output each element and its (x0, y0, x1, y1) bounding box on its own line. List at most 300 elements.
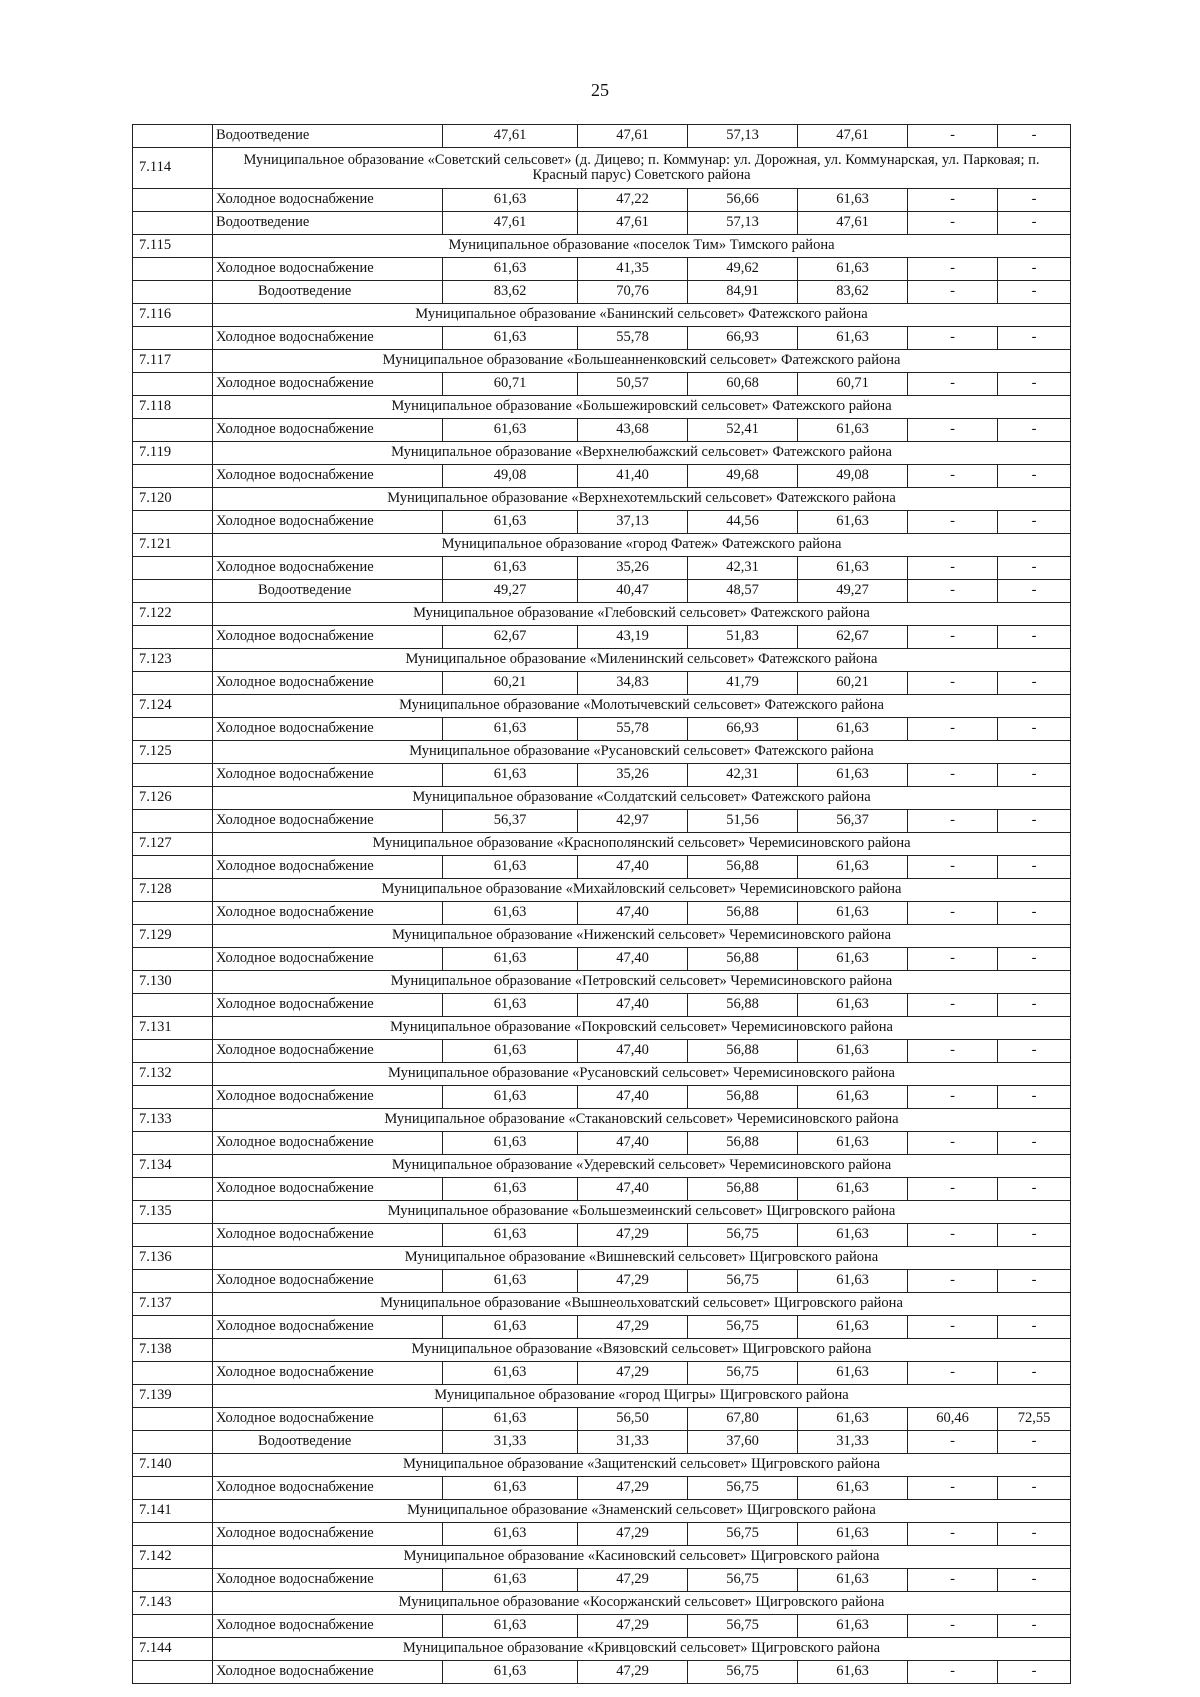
service-name: Холодное водоснабжение (213, 327, 443, 350)
row-code-cell (133, 1569, 213, 1592)
row-code-cell (133, 856, 213, 879)
tariff-value: 61,63 (443, 419, 578, 442)
tariff-value: - (998, 189, 1071, 212)
tariff-value: - (908, 580, 998, 603)
tariff-value: 49,08 (443, 465, 578, 488)
tariff-value: 61,63 (443, 1569, 578, 1592)
tariff-value: 70,76 (578, 281, 688, 304)
tariff-value: 56,75 (688, 1661, 798, 1684)
municipality-header-row (133, 925, 1071, 948)
service-name: Водоотведение (213, 1431, 443, 1454)
tariff-value: 55,78 (578, 718, 688, 741)
tariff-value: 47,61 (578, 125, 688, 148)
tariff-value: 61,63 (443, 948, 578, 971)
service-name: Холодное водоснабжение (213, 419, 443, 442)
tariff-value: - (908, 1270, 998, 1293)
tariff-value: 51,56 (688, 810, 798, 833)
tariff-value: 61,63 (443, 189, 578, 212)
municipality-header-row (133, 1017, 1071, 1040)
municipality-title: Муниципальное образование «город Щигры» Щигровского района (213, 1385, 1071, 1408)
tariff-value: 61,63 (443, 1615, 578, 1638)
tariff-value: 47,29 (578, 1316, 688, 1339)
municipality-code: 7.116 (133, 304, 213, 327)
service-row (133, 994, 1071, 1017)
tariff-value: 66,93 (688, 718, 798, 741)
service-name: Холодное водоснабжение (213, 948, 443, 971)
tariff-value: 56,75 (688, 1523, 798, 1546)
service-name: Холодное водоснабжение (213, 1408, 443, 1431)
tariff-value: 61,63 (443, 994, 578, 1017)
service-name: Холодное водоснабжение (213, 810, 443, 833)
tariff-value: 61,63 (798, 327, 908, 350)
service-row (133, 1661, 1071, 1684)
tariff-value: 47,22 (578, 189, 688, 212)
tariff-value: 47,40 (578, 856, 688, 879)
tariff-value: 61,63 (443, 258, 578, 281)
municipality-code: 7.118 (133, 396, 213, 419)
municipality-title: Муниципальное образование «Ниженский сельсовет» Черемисиновского района (213, 925, 1071, 948)
municipality-code: 7.126 (133, 787, 213, 810)
row-code-cell (133, 764, 213, 787)
service-name: Холодное водоснабжение (213, 1178, 443, 1201)
tariff-value: 61,63 (443, 856, 578, 879)
municipality-title: Муниципальное образование «Советский сельсовет» (д. Дицево; п. Коммунар: ул. Дорожная, ул. Коммунарская, ул. Парковая; п. Красный парус) Советского района (213, 148, 1071, 189)
municipality-code: 7.131 (133, 1017, 213, 1040)
row-code-cell (133, 1178, 213, 1201)
tariff-value: - (998, 1362, 1071, 1385)
tariff-value: 47,61 (443, 212, 578, 235)
tariff-value: 56,50 (578, 1408, 688, 1431)
tariff-value: 41,79 (688, 672, 798, 695)
municipality-code: 7.119 (133, 442, 213, 465)
tariff-value: 61,63 (443, 1523, 578, 1546)
municipality-title: Муниципальное образование «Защитенский сельсовет» Щигровского района (213, 1454, 1071, 1477)
tariff-value: - (908, 672, 998, 695)
service-row (133, 281, 1071, 304)
municipality-code: 7.140 (133, 1454, 213, 1477)
tariff-value: 61,63 (798, 1569, 908, 1592)
tariff-value: - (908, 557, 998, 580)
tariff-value: 56,88 (688, 1132, 798, 1155)
row-code-cell (133, 1040, 213, 1063)
tariff-value: 44,56 (688, 511, 798, 534)
tariff-value: - (998, 1477, 1071, 1500)
row-code-cell (133, 373, 213, 396)
row-code-cell (133, 212, 213, 235)
municipality-title: Муниципальное образование «Молотычевский сельсовет» Фатежского района (213, 695, 1071, 718)
tariff-value: 41,35 (578, 258, 688, 281)
tariff-value: - (908, 419, 998, 442)
tariff-value: 35,26 (578, 557, 688, 580)
tariff-value: 42,31 (688, 764, 798, 787)
tariff-value: - (998, 764, 1071, 787)
row-code-cell (133, 626, 213, 649)
tariff-value: - (998, 258, 1071, 281)
service-name: Холодное водоснабжение (213, 994, 443, 1017)
municipality-header-row (133, 1454, 1071, 1477)
service-row (133, 189, 1071, 212)
row-code-cell (133, 258, 213, 281)
row-code-cell (133, 1316, 213, 1339)
tariff-value: - (908, 465, 998, 488)
service-row (133, 212, 1071, 235)
service-row (133, 810, 1071, 833)
row-code-cell (133, 281, 213, 304)
municipality-title: Муниципальное образование «Вязовский сельсовет» Щигровского района (213, 1339, 1071, 1362)
service-row (133, 902, 1071, 925)
row-code-cell (133, 1224, 213, 1247)
tariff-value: 61,63 (443, 1477, 578, 1500)
tariff-value: 61,63 (443, 327, 578, 350)
tariff-value: 42,97 (578, 810, 688, 833)
municipality-header-row (133, 971, 1071, 994)
service-name: Холодное водоснабжение (213, 258, 443, 281)
service-name: Холодное водоснабжение (213, 1569, 443, 1592)
service-row (133, 1086, 1071, 1109)
tariff-value: 56,37 (443, 810, 578, 833)
tariff-value: 52,41 (688, 419, 798, 442)
tariff-value: - (998, 672, 1071, 695)
service-row (133, 327, 1071, 350)
tariff-value: 56,88 (688, 994, 798, 1017)
municipality-title: Муниципальное образование «Петровский сельсовет» Черемисиновского района (213, 971, 1071, 994)
tariff-value: - (998, 1523, 1071, 1546)
tariff-value: 61,63 (798, 1132, 908, 1155)
tariff-value: - (998, 948, 1071, 971)
tariff-value: 61,63 (443, 1132, 578, 1155)
tariff-value: 61,63 (443, 718, 578, 741)
row-code-cell (133, 994, 213, 1017)
service-row (133, 1270, 1071, 1293)
tariff-value: 49,68 (688, 465, 798, 488)
tariff-value: 56,75 (688, 1477, 798, 1500)
service-name: Холодное водоснабжение (213, 1040, 443, 1063)
municipality-header-row (133, 235, 1071, 258)
tariff-value: 61,63 (443, 1362, 578, 1385)
tariff-value: 49,08 (798, 465, 908, 488)
tariff-value: - (908, 281, 998, 304)
tariff-value: 61,63 (798, 511, 908, 534)
service-row (133, 856, 1071, 879)
service-name: Холодное водоснабжение (213, 764, 443, 787)
municipality-code: 7.117 (133, 350, 213, 373)
municipality-code: 7.125 (133, 741, 213, 764)
tariff-value: 56,75 (688, 1270, 798, 1293)
service-name: Холодное водоснабжение (213, 1477, 443, 1500)
tariff-value: 47,29 (578, 1362, 688, 1385)
service-row (133, 1569, 1071, 1592)
tariff-value: - (998, 281, 1071, 304)
tariff-value: 66,93 (688, 327, 798, 350)
row-code-cell (133, 125, 213, 148)
service-row (133, 1615, 1071, 1638)
tariff-value: 62,67 (798, 626, 908, 649)
municipality-header-row (133, 1638, 1071, 1661)
row-code-cell (133, 1408, 213, 1431)
tariff-value: 47,40 (578, 994, 688, 1017)
tariff-value: 56,75 (688, 1224, 798, 1247)
municipality-title: Муниципальное образование «Русановский сельсовет» Фатежского района (213, 741, 1071, 764)
tariff-value: 47,40 (578, 1040, 688, 1063)
tariff-value: - (908, 511, 998, 534)
tariff-value: - (998, 1270, 1071, 1293)
tariff-value: - (998, 212, 1071, 235)
tariff-value: 61,63 (443, 1224, 578, 1247)
service-row (133, 125, 1071, 148)
municipality-header-row (133, 695, 1071, 718)
tariff-value: 47,29 (578, 1477, 688, 1500)
service-name: Холодное водоснабжение (213, 1615, 443, 1638)
tariff-value: 56,88 (688, 1178, 798, 1201)
tariff-value: 60,21 (443, 672, 578, 695)
municipality-code: 7.127 (133, 833, 213, 856)
tariff-value: 43,19 (578, 626, 688, 649)
page-number: 25 (591, 80, 609, 100)
tariff-value: 72,55 (998, 1408, 1071, 1431)
service-row (133, 580, 1071, 603)
municipality-code: 7.132 (133, 1063, 213, 1086)
tariff-value: - (998, 1224, 1071, 1247)
municipality-title: Муниципальное образование «город Фатеж» Фатежского района (213, 534, 1071, 557)
service-row (133, 948, 1071, 971)
municipality-title: Муниципальное образование «Стакановский сельсовет» Черемисиновского района (213, 1109, 1071, 1132)
municipality-header-row (133, 833, 1071, 856)
service-row (133, 1040, 1071, 1063)
municipality-code: 7.114 (133, 148, 213, 189)
municipality-title: Муниципальное образование «Косоржанский сельсовет» Щигровского района (213, 1592, 1071, 1615)
row-code-cell (133, 1362, 213, 1385)
tariff-value: - (908, 1615, 998, 1638)
tariff-value: - (998, 1569, 1071, 1592)
tariff-value: 61,63 (798, 902, 908, 925)
tariff-value: 61,63 (798, 1270, 908, 1293)
tariff-value: 83,62 (443, 281, 578, 304)
tariff-value: - (908, 327, 998, 350)
service-row (133, 1224, 1071, 1247)
tariff-value: - (908, 189, 998, 212)
municipality-header-row (133, 148, 1071, 189)
municipality-title: Муниципальное образование «Банинский сельсовет» Фатежского района (213, 304, 1071, 327)
service-name: Холодное водоснабжение (213, 557, 443, 580)
tariff-value: 56,88 (688, 856, 798, 879)
tariff-value: 56,75 (688, 1316, 798, 1339)
tariff-value: 56,88 (688, 902, 798, 925)
tariff-value: 47,29 (578, 1661, 688, 1684)
tariff-value: 83,62 (798, 281, 908, 304)
tariff-value: 67,80 (688, 1408, 798, 1431)
municipality-title: Муниципальное образование «поселок Тим» Тимского района (213, 235, 1071, 258)
tariff-value: 34,83 (578, 672, 688, 695)
tariff-value: - (908, 810, 998, 833)
tariff-value: 55,78 (578, 327, 688, 350)
row-code-cell (133, 1477, 213, 1500)
tariff-value: - (998, 511, 1071, 534)
tariff-value: 31,33 (798, 1431, 908, 1454)
tariff-value: 47,61 (798, 125, 908, 148)
row-code-cell (133, 1661, 213, 1684)
tariff-value: - (998, 902, 1071, 925)
municipality-code: 7.115 (133, 235, 213, 258)
municipality-code: 7.129 (133, 925, 213, 948)
service-row (133, 465, 1071, 488)
service-row (133, 1477, 1071, 1500)
tariff-value: - (908, 948, 998, 971)
tariff-value: - (908, 1431, 998, 1454)
tariff-value: 61,63 (798, 1477, 908, 1500)
municipality-code: 7.135 (133, 1201, 213, 1224)
tariff-value: 47,29 (578, 1270, 688, 1293)
tariff-value: - (998, 856, 1071, 879)
service-name: Водоотведение (213, 125, 443, 148)
table-body (133, 125, 1071, 1684)
tariff-value: 56,88 (688, 1040, 798, 1063)
municipality-title: Муниципальное образование «Касиновский сельсовет» Щигровского района (213, 1546, 1071, 1569)
tariff-value: 41,40 (578, 465, 688, 488)
municipality-code: 7.122 (133, 603, 213, 626)
tariff-value: - (908, 1477, 998, 1500)
municipality-title: Муниципальное образование «Краснополянский сельсовет» Черемисиновского района (213, 833, 1071, 856)
municipality-code: 7.120 (133, 488, 213, 511)
municipality-title: Муниципальное образование «Солдатский сельсовет» Фатежского района (213, 787, 1071, 810)
tariff-value: 56,75 (688, 1362, 798, 1385)
tariff-value: 61,63 (798, 1040, 908, 1063)
service-name: Холодное водоснабжение (213, 856, 443, 879)
tariff-value: 61,63 (798, 1661, 908, 1684)
service-name: Холодное водоснабжение (213, 1523, 443, 1546)
service-name: Холодное водоснабжение (213, 672, 443, 695)
row-code-cell (133, 327, 213, 350)
municipality-header-row (133, 1293, 1071, 1316)
tariff-value: 60,71 (798, 373, 908, 396)
municipality-header-row (133, 1339, 1071, 1362)
tariff-value: 61,63 (798, 1224, 908, 1247)
tariff-value: - (998, 327, 1071, 350)
tariff-table (132, 124, 1071, 1684)
municipality-title: Муниципальное образование «Глебовский сельсовет» Фатежского района (213, 603, 1071, 626)
tariff-value: - (908, 856, 998, 879)
tariff-value: 57,13 (688, 125, 798, 148)
service-name: Холодное водоснабжение (213, 718, 443, 741)
tariff-value: 61,63 (798, 1615, 908, 1638)
tariff-value: 47,40 (578, 1086, 688, 1109)
tariff-value: - (998, 626, 1071, 649)
tariff-value: - (998, 580, 1071, 603)
tariff-value: - (998, 419, 1071, 442)
tariff-value: 57,13 (688, 212, 798, 235)
service-name: Водоотведение (213, 212, 443, 235)
tariff-value: - (908, 626, 998, 649)
tariff-value: 56,75 (688, 1569, 798, 1592)
tariff-value: 61,63 (798, 1362, 908, 1385)
tariff-value: 61,63 (443, 1178, 578, 1201)
tariff-value: 37,13 (578, 511, 688, 534)
tariff-value: 61,63 (443, 1270, 578, 1293)
service-row (133, 557, 1071, 580)
service-row (133, 1431, 1071, 1454)
tariff-value: 47,29 (578, 1224, 688, 1247)
tariff-value: 56,37 (798, 810, 908, 833)
tariff-value: - (908, 994, 998, 1017)
tariff-value: 61,63 (798, 948, 908, 971)
municipality-header-row (133, 350, 1071, 373)
municipality-title: Муниципальное образование «Большежировский сельсовет» Фатежского района (213, 396, 1071, 419)
tariff-value: - (908, 718, 998, 741)
municipality-code: 7.137 (133, 1293, 213, 1316)
tariff-value: - (998, 1086, 1071, 1109)
tariff-value: - (908, 1569, 998, 1592)
tariff-value: - (998, 557, 1071, 580)
tariff-value: 50,57 (578, 373, 688, 396)
tariff-value: - (998, 1615, 1071, 1638)
tariff-value: - (908, 125, 998, 148)
row-code-cell (133, 1270, 213, 1293)
tariff-value: 61,63 (798, 764, 908, 787)
municipality-code: 7.123 (133, 649, 213, 672)
tariff-value: 35,26 (578, 764, 688, 787)
municipality-header-row (133, 396, 1071, 419)
tariff-value: 48,57 (688, 580, 798, 603)
service-name: Холодное водоснабжение (213, 1661, 443, 1684)
municipality-title: Муниципальное образование «Знаменский сельсовет» Щигровского района (213, 1500, 1071, 1523)
tariff-value: 47,29 (578, 1569, 688, 1592)
municipality-code: 7.128 (133, 879, 213, 902)
municipality-code: 7.134 (133, 1155, 213, 1178)
tariff-value: 47,40 (578, 1178, 688, 1201)
tariff-value: 61,63 (798, 718, 908, 741)
service-row (133, 626, 1071, 649)
service-name: Холодное водоснабжение (213, 1132, 443, 1155)
tariff-value: - (998, 1132, 1071, 1155)
row-code-cell (133, 810, 213, 833)
tariff-value: - (908, 902, 998, 925)
tariff-value: 61,63 (798, 1086, 908, 1109)
row-code-cell (133, 718, 213, 741)
service-row (133, 1178, 1071, 1201)
tariff-value: - (908, 1224, 998, 1247)
municipality-header-row (133, 1201, 1071, 1224)
tariff-value: - (908, 1316, 998, 1339)
service-name: Холодное водоснабжение (213, 189, 443, 212)
tariff-value: 49,62 (688, 258, 798, 281)
municipality-code: 7.139 (133, 1385, 213, 1408)
municipality-header-row (133, 1109, 1071, 1132)
municipality-header-row (133, 1063, 1071, 1086)
service-name: Холодное водоснабжение (213, 1086, 443, 1109)
municipality-code: 7.143 (133, 1592, 213, 1615)
municipality-code: 7.124 (133, 695, 213, 718)
service-row (133, 511, 1071, 534)
municipality-header-row (133, 1500, 1071, 1523)
tariff-value: - (908, 1086, 998, 1109)
tariff-value: - (998, 994, 1071, 1017)
tariff-value: - (908, 1132, 998, 1155)
tariff-value: 61,63 (443, 1086, 578, 1109)
tariff-value: - (908, 1362, 998, 1385)
tariff-value: 61,63 (798, 557, 908, 580)
service-name: Холодное водоснабжение (213, 1270, 443, 1293)
municipality-header-row (133, 442, 1071, 465)
municipality-title: Муниципальное образование «Вышнеольховатский сельсовет» Щигровского района (213, 1293, 1071, 1316)
row-code-cell (133, 948, 213, 971)
tariff-value: - (998, 465, 1071, 488)
service-row (133, 764, 1071, 787)
service-name: Водоотведение (213, 281, 443, 304)
tariff-value: 61,63 (443, 1316, 578, 1339)
municipality-header-row (133, 603, 1071, 626)
service-name: Холодное водоснабжение (213, 1224, 443, 1247)
tariff-value: 61,63 (443, 902, 578, 925)
municipality-title: Муниципальное образование «Кривцовский сельсовет» Щигровского района (213, 1638, 1071, 1661)
